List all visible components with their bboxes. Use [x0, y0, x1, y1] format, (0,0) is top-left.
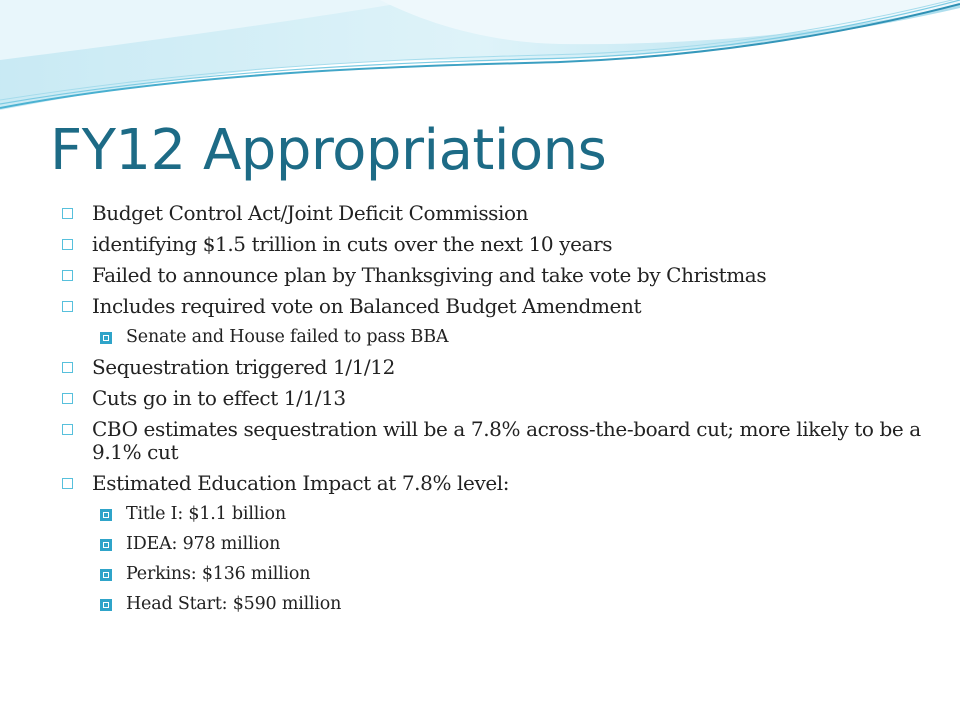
bullet-text: Head Start: $590 million — [126, 594, 342, 614]
bullet-item — [62, 418, 922, 464]
bullet-item — [62, 356, 922, 379]
sub-bullet-item — [62, 326, 922, 348]
bullet-text: Estimated Education Impact at 7.8% level: — [92, 471, 510, 495]
bullet-text: Sequestration triggered 1/1/12 — [92, 355, 395, 379]
bullet-item — [62, 387, 922, 410]
filled-square-bullet-icon — [100, 539, 112, 551]
hollow-square-bullet-icon — [62, 270, 73, 281]
slide-title: FY12 Appropriations — [50, 118, 607, 183]
sub-bullet-item — [62, 563, 922, 585]
bullet-item — [62, 202, 922, 225]
bullet-text: Title I: $1.1 billion — [126, 504, 286, 524]
bullet-list — [62, 200, 922, 615]
bullet-item — [62, 264, 922, 287]
bullet-text: CBO estimates sequestration will be a 7.8% across-the-board cut; more likely to be a 9.1% cut — [92, 417, 921, 464]
hollow-square-bullet-icon — [62, 393, 73, 404]
header-wave-decoration — [0, 0, 960, 120]
bullet-text: identifying $1.5 trillion in cuts over the next 10 years — [92, 232, 613, 256]
sub-bullet-item — [62, 593, 922, 615]
filled-square-bullet-icon — [100, 509, 112, 521]
hollow-square-bullet-icon — [62, 362, 73, 373]
bullet-item — [62, 233, 922, 256]
hollow-square-bullet-icon — [62, 424, 73, 435]
bullet-text: IDEA: 978 million — [126, 534, 281, 554]
filled-square-bullet-icon — [100, 599, 112, 611]
bullet-text: Budget Control Act/Joint Deficit Commission — [92, 201, 529, 225]
hollow-square-bullet-icon — [62, 239, 73, 250]
hollow-square-bullet-icon — [62, 478, 73, 489]
sub-bullet-item — [62, 533, 922, 555]
bullet-item — [62, 472, 922, 495]
filled-square-bullet-icon — [100, 569, 112, 581]
bullet-text: Includes required vote on Balanced Budget Amendment — [92, 294, 642, 318]
bullet-item — [62, 295, 922, 318]
filled-square-bullet-icon — [100, 332, 112, 344]
bullet-text: Failed to announce plan by Thanksgiving and take vote by Christmas — [92, 263, 767, 287]
bullet-text: Perkins: $136 million — [126, 564, 311, 584]
bullet-text: Senate and House failed to pass BBA — [126, 327, 449, 347]
sub-bullet-item — [62, 503, 922, 525]
hollow-square-bullet-icon — [62, 301, 73, 312]
hollow-square-bullet-icon — [62, 208, 73, 219]
bullet-text: Cuts go in to effect 1/1/13 — [92, 386, 346, 410]
